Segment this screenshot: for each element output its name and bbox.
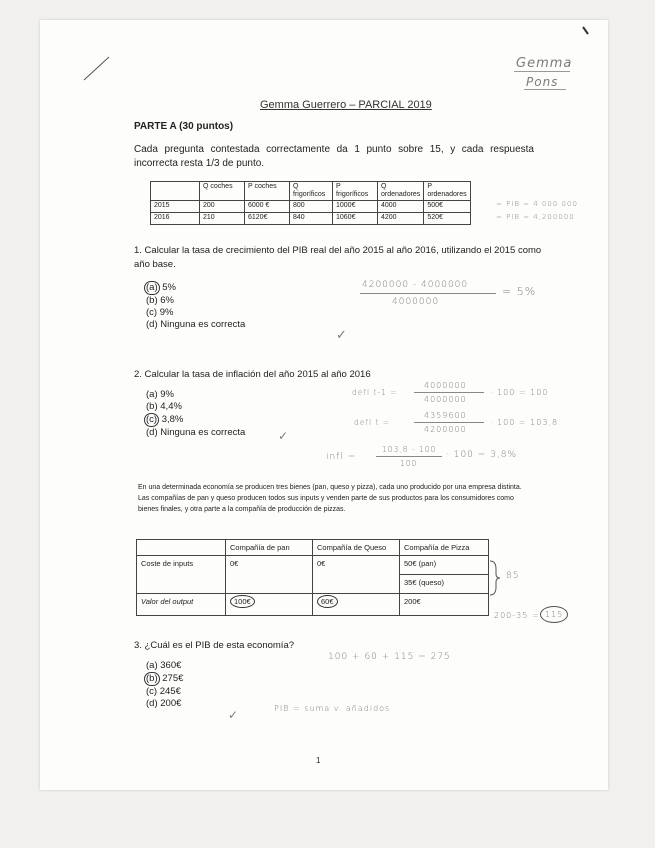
q2-work3-label: infl = xyxy=(326,452,357,462)
table-header-cell: Q frigoríficos xyxy=(290,182,333,201)
q1-option-a[interactable] xyxy=(146,281,245,295)
option-letter: (d) xyxy=(146,698,158,709)
fraction-line xyxy=(414,392,484,393)
q1-work-denominator: 4000000 xyxy=(392,297,440,307)
companies-table xyxy=(136,539,489,616)
q2-option-c[interactable] xyxy=(146,413,245,427)
q2-work1-result: · 100 = 100 xyxy=(490,388,549,397)
q3-option-d[interactable] xyxy=(146,698,183,710)
circled-value: 60€ xyxy=(317,595,338,608)
question-1: 1. Calcular la tasa de crecimiento del PIB real del año 2015 al año 2016, utilizando el 2015 como año base. xyxy=(134,245,542,270)
row-label: Valor del output xyxy=(137,594,226,616)
option-text: 275€ xyxy=(162,673,184,684)
option-text: 5% xyxy=(162,282,176,293)
table-cell: 210 xyxy=(200,213,245,225)
q1-work-numerator: 4200000 - 4000000 xyxy=(362,280,469,290)
table-row xyxy=(137,556,489,594)
instructions: Cada pregunta contestada correctamente da 1 punto sobre 15, y cada respuesta incorrecta resta 1/3 de punto. xyxy=(134,144,534,169)
table-cell xyxy=(226,594,313,616)
option-text: 9% xyxy=(160,389,174,400)
table-cell: 6000 € xyxy=(245,201,290,213)
page-number: 1 xyxy=(316,756,321,765)
check-mark-icon: ✓ xyxy=(336,328,348,343)
table-cell: 1060€ xyxy=(333,213,378,225)
table-cell: 1000€ xyxy=(333,201,378,213)
table-row xyxy=(137,594,489,616)
row-label: Coste de inputs xyxy=(137,556,226,594)
question-2: 2. Calcular la tasa de inflación del año 2015 al año 2016 xyxy=(134,369,371,380)
table-cell: 2016 xyxy=(151,213,200,225)
handwritten-sum: 85 xyxy=(506,571,520,581)
handwritten-note-pib-2016: = PIB = 4,200000 xyxy=(496,213,575,221)
table-header-row xyxy=(151,182,471,201)
option-letter: (d) xyxy=(146,319,158,330)
pen-stroke-mark xyxy=(82,54,112,82)
q2-option-a[interactable] xyxy=(146,389,245,401)
q1-option-d[interactable] xyxy=(146,319,245,331)
q2-option-b[interactable] xyxy=(146,401,245,413)
table-cell: 4000 xyxy=(378,201,424,213)
table-cell: 840 xyxy=(290,213,333,225)
option-text: 6% xyxy=(160,295,174,306)
exam-title: Gemma Guerrero – PARCIAL 2019 xyxy=(260,99,432,111)
table-row xyxy=(151,213,471,225)
handwritten-name-2: Pons xyxy=(526,75,559,89)
q2-work2-numerator: 4359600 xyxy=(424,411,467,420)
q2-work1-label: defl t-1 = xyxy=(352,388,398,397)
option-text: Ninguna es correcta xyxy=(160,427,246,438)
q3-work: 100 + 60 + 115 = 275 xyxy=(328,652,451,662)
answer-circle: (c) xyxy=(146,414,158,425)
circled-value: 100€ xyxy=(230,595,255,608)
option-text: 360€ xyxy=(160,660,182,671)
q2-options xyxy=(146,389,245,439)
table-cell: 200€ xyxy=(400,594,489,616)
table-cell: 0€ xyxy=(313,556,400,594)
q2-work3-denominator: 100 xyxy=(400,459,418,468)
check-mark-icon: ✓ xyxy=(228,708,240,722)
table-row xyxy=(151,201,471,213)
q2-work1-denominator: 4000000 xyxy=(424,395,467,404)
option-letter: (d) xyxy=(146,427,158,438)
table-cell: 520€ xyxy=(424,213,471,225)
answer-circle: (b) xyxy=(146,673,158,684)
option-letter: (b) xyxy=(146,401,158,412)
name-underline-2 xyxy=(524,89,566,90)
table-header-cell: Q ordenadores xyxy=(378,182,424,201)
fraction-line xyxy=(414,422,484,423)
table-header-cell: Q coches xyxy=(200,182,245,201)
q2-work2-result: · 100 = 103,8 xyxy=(490,418,559,427)
table-cell: 800 xyxy=(290,201,333,213)
table-header-cell: P ordenadores xyxy=(424,182,471,201)
part-heading: PARTE A (30 puntos) xyxy=(134,121,234,132)
option-letter: (a) xyxy=(146,389,158,400)
check-mark-icon: ✓ xyxy=(278,429,290,443)
handwritten-calc: 200-35 = xyxy=(494,611,540,620)
q2-work2-denominator: 4200000 xyxy=(424,425,467,434)
handwritten-result-circled: 115 xyxy=(540,606,568,623)
table-cell: 0€ xyxy=(226,556,313,594)
table-header-cell xyxy=(151,182,200,201)
q1-work-result: = 5% xyxy=(502,285,537,298)
table-header-cell xyxy=(137,540,226,556)
pizza-input-queso: 35€ (queso) xyxy=(404,578,445,587)
q1-options xyxy=(146,281,245,331)
q3-options xyxy=(146,660,183,710)
q2-work3-result: · 100 = 3,8% xyxy=(446,450,518,460)
brace-icon xyxy=(488,560,502,596)
option-text: 245€ xyxy=(159,686,181,697)
q3-option-c[interactable] xyxy=(146,686,183,698)
q2-work2-label: defl t = xyxy=(354,418,391,427)
option-text: 9% xyxy=(159,307,174,318)
q2-work1-numerator: 4000000 xyxy=(424,381,467,390)
table-cell: 4200 xyxy=(378,213,424,225)
table-header-cell: P coches xyxy=(245,182,290,201)
option-letter: (c) xyxy=(146,307,158,318)
q2-work3-numerator: 103,8 - 100 xyxy=(382,445,437,454)
option-letter: (a) xyxy=(146,660,158,671)
handwritten-note-pib-2015: = PIB = 4 000 000 xyxy=(496,200,578,208)
option-letter: (b) xyxy=(146,295,158,306)
fraction-line xyxy=(360,293,496,294)
table-cell: 200 xyxy=(200,201,245,213)
table-cell-pizza-inputs xyxy=(400,556,489,594)
table-cell: 2015 xyxy=(151,201,200,213)
table-header-cell: Compañía de pan xyxy=(226,540,313,556)
production-table xyxy=(150,181,471,225)
pen-dot-mark xyxy=(582,26,590,36)
table-cell: 6120€ xyxy=(245,213,290,225)
answer-circle: (a) xyxy=(146,282,158,293)
exam-page xyxy=(40,20,608,790)
option-text: 200€ xyxy=(160,698,182,709)
name-underline xyxy=(514,71,570,72)
question-3: 3. ¿Cuál es el PIB de esta economía? xyxy=(134,640,295,651)
table-cell: 500€ xyxy=(424,201,471,213)
option-letter: (c) xyxy=(146,686,158,697)
table-header-row xyxy=(137,540,489,556)
fraction-line xyxy=(376,456,442,457)
table-header-cell: Compañía de Pizza xyxy=(400,540,489,556)
q3-note: PIB = suma v. añadidos xyxy=(274,704,391,713)
pizza-input-pan: 50€ (pan) xyxy=(400,556,488,575)
q3-option-b[interactable] xyxy=(146,672,183,686)
context-paragraph: En una determinada economía se producen tres bienes (pan, queso y pizza), cada uno producido por una empresa distinta. Las compañías de pan y queso producen todos sus inputs y venden parte de sus productos para los consumidores como bienes finales, y otra parte a la compañía de producción de pizzas. xyxy=(138,484,522,513)
option-text: Ninguna es correcta xyxy=(160,319,246,330)
q1-option-c[interactable] xyxy=(146,307,245,319)
q2-option-d[interactable] xyxy=(146,427,245,439)
table-header-cell: P frigoríficos xyxy=(333,182,378,201)
handwritten-name-1: Gemma xyxy=(516,56,573,71)
table-cell xyxy=(313,594,400,616)
table-header-cell: Compañía de Queso xyxy=(313,540,400,556)
option-text: 3,8% xyxy=(161,414,184,425)
option-text: 4,4% xyxy=(160,401,182,412)
q1-option-b[interactable] xyxy=(146,295,245,307)
q3-option-a[interactable] xyxy=(146,660,183,672)
